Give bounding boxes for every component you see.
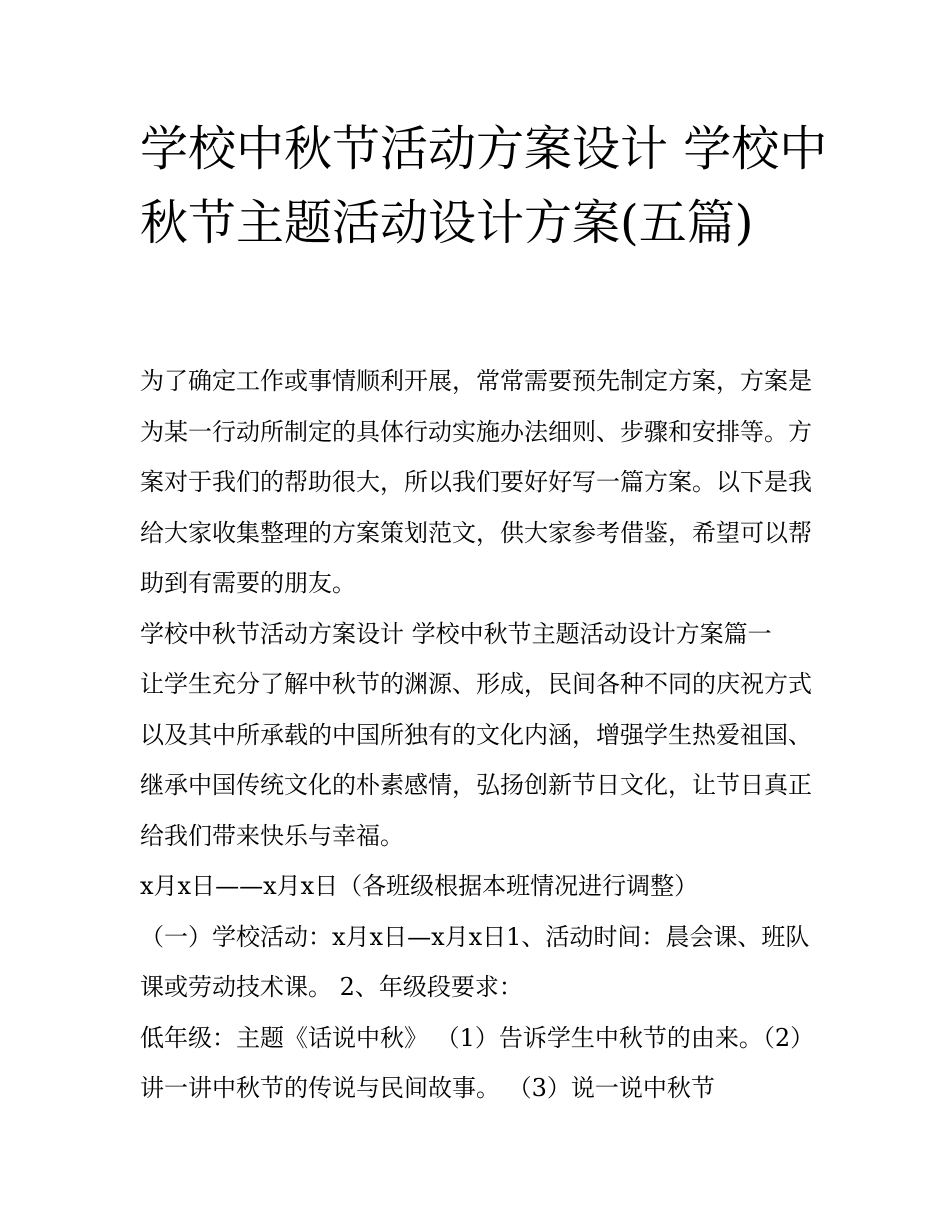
paragraph-intro: 为了确定工作或事情顺利开展，常常需要预先制定方案，方案是为某一行动所制定的具体行动实施办法细则、步骤和安排等。方案对于我们的帮助很大，所以我们要好好写一篇方案。以下是我给大家收集整理的方案策划范文，供大家参考借鉴，希望可以帮助到有需要的朋友。	[140, 367, 812, 597]
paragraph-section-heading: 学校中秋节活动方案设计 学校中秋节主题活动设计方案篇一	[140, 619, 772, 648]
document-title: 学校中秋节活动方案设计 学校中秋节主题活动设计方案(五篇)	[140, 121, 828, 251]
paragraph-school-activity: （一）学校活动：x月x日—x月x日1、活动时间：晨会课、班队课或劳动技术课。 2、年级段要求：	[140, 922, 810, 1001]
paragraph-lower-grade: 低年级：主题《话说中秋》 （1）告诉学生中秋节的由来。（2）讲一讲中秋节的传说与民间故事。 （3）说一说中秋节	[140, 1023, 815, 1102]
document-body	[140, 356, 830, 1114]
paragraph-purpose: 让学生充分了解中秋节的渊源、形成，民间各种不同的庆祝方式以及其中所承载的中国所独有的文化内涵，增强学生热爱祖国、继承中国传统文化的朴素感情，弘扬创新节日文化，让节日真正给我们带来快乐与幸福。	[140, 670, 812, 850]
paragraph-date-range: x月x日——x月x日（各班级根据本班情况进行调整）	[140, 872, 699, 900]
